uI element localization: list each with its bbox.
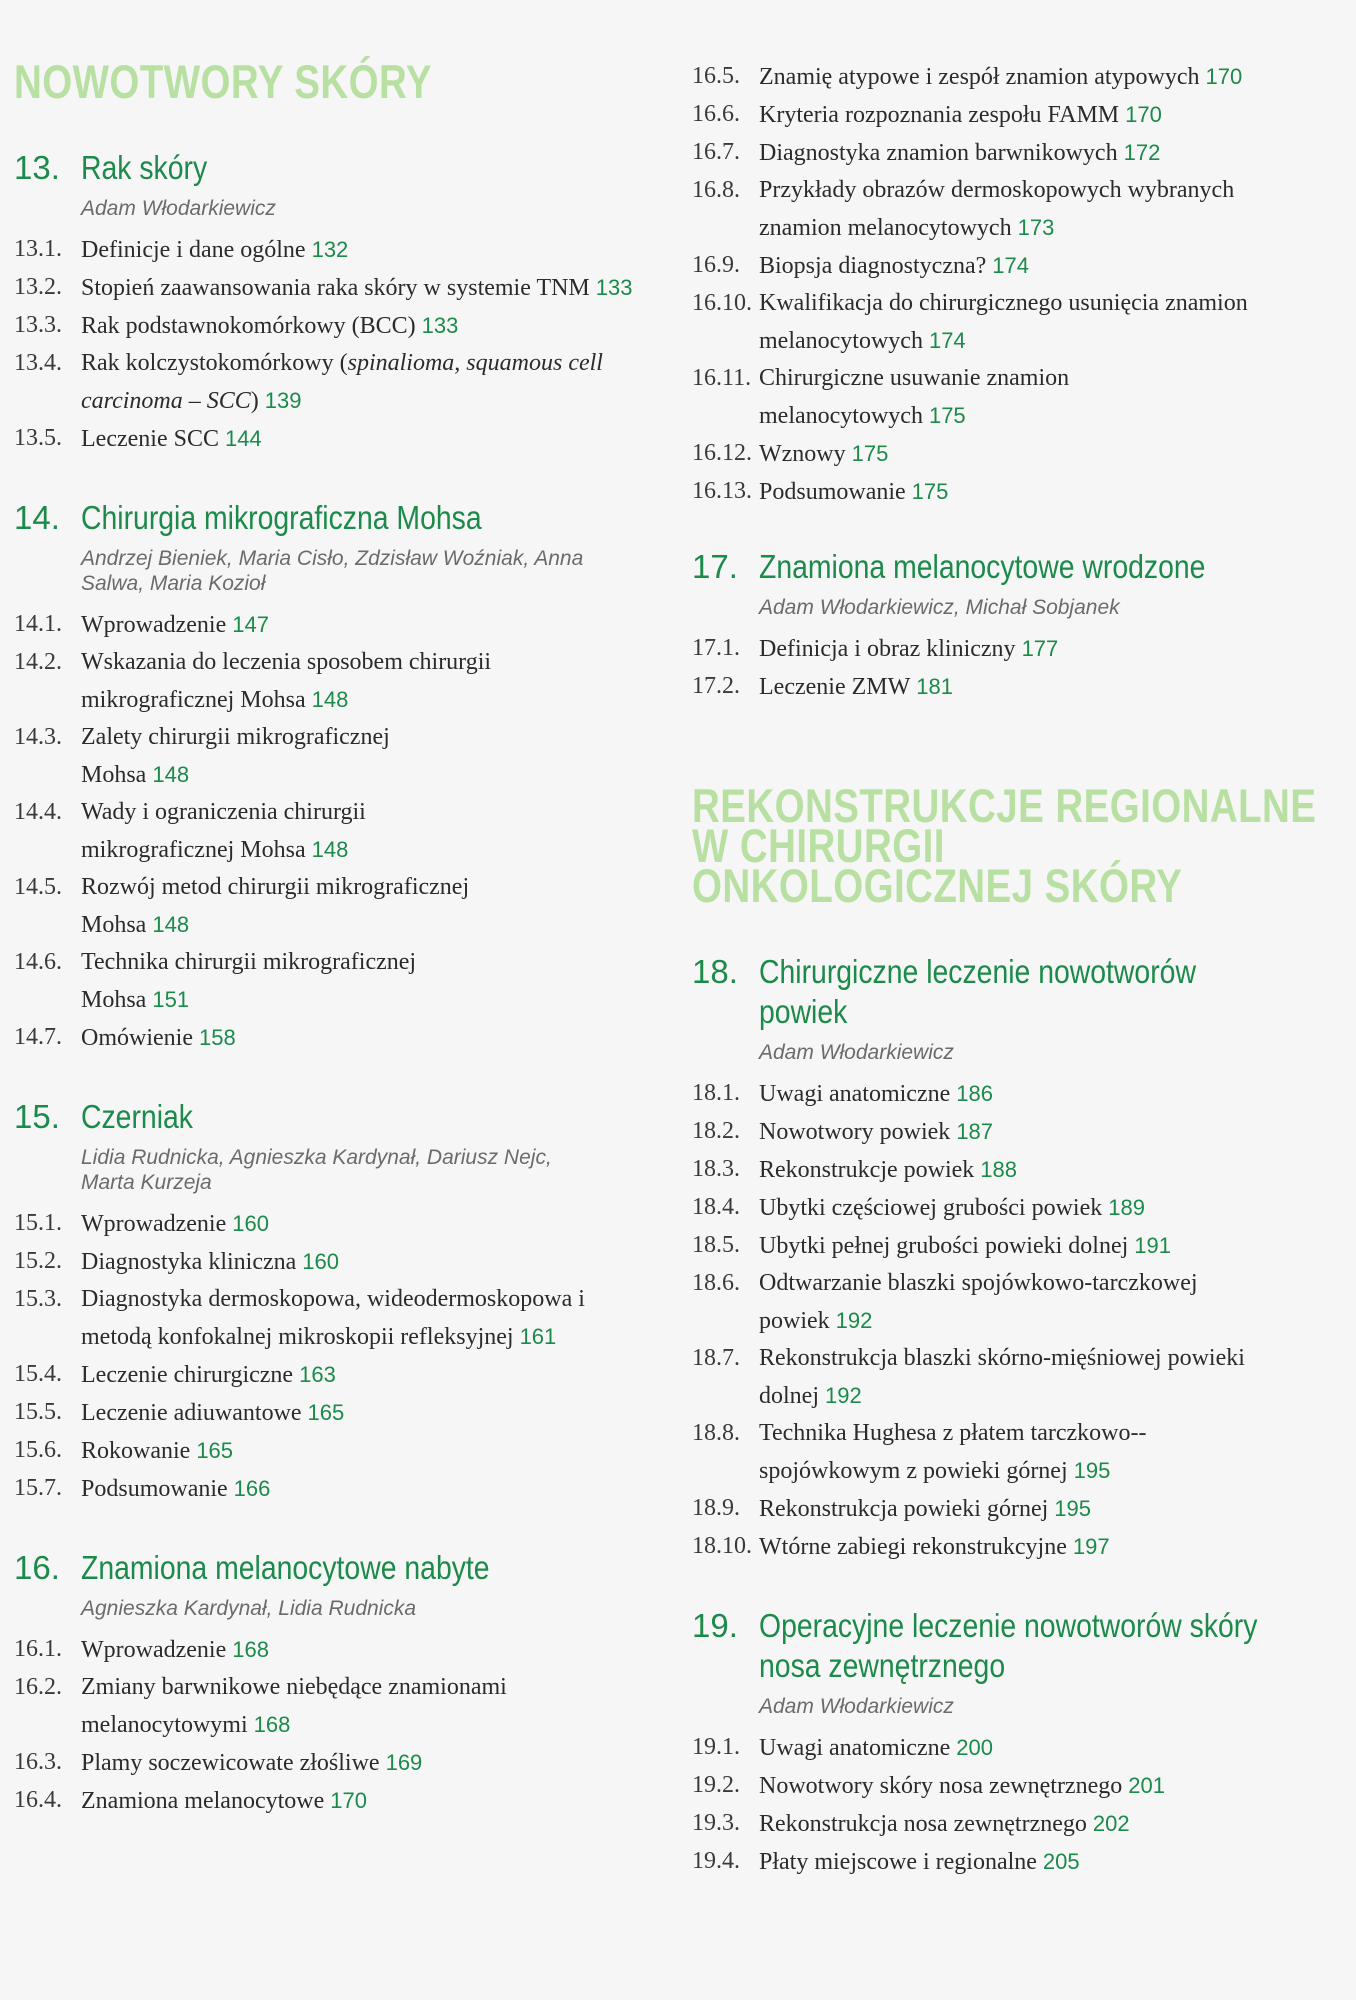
toc-entry[interactable] [14,1205,644,1243]
chapter-number: 14. [14,499,60,536]
entry-title: Nowotwory powiek [759,1119,951,1145]
entry-title: Definicje i dane ogólne [81,237,306,263]
chapter-title: Chirurgiczne leczenie nowotworów powiek [759,953,1196,1030]
entry-number: 13.2. [14,274,62,300]
toc-entry[interactable] [14,944,644,1019]
chapter-number: 17. [692,548,738,585]
chapter-title: Chirurgia mikrograficzna Mohsa [81,499,482,536]
entry-title: Chirurgiczne usuwanie znamion melanocytowych [759,365,1070,429]
entry-number: 14.3. [14,724,62,750]
entry-page: 133 [595,275,633,300]
entry-title: Ubytki pełnej grubości powieki dolnej [759,1233,1129,1259]
toc-entry[interactable] [14,1470,644,1508]
toc-entry[interactable] [14,307,644,345]
entry-page: 139 [264,388,302,413]
entry-title: Rak kolczystokomórkowy ( [81,350,348,376]
toc-entry[interactable] [692,630,1342,668]
toc-entry[interactable] [14,794,644,869]
entry-number: 14.6. [14,949,62,975]
entry-title: Wskazania do leczenia sposobem chirurgii mikrograficznej Mohsa [81,649,492,713]
toc-entry[interactable] [692,285,1342,360]
entry-title: Rekonstrukcja nosa zewnętrznego [759,1811,1087,1837]
entry-page: 201 [1128,1773,1165,1798]
chapter-title: Operacyjne leczenie nowotworów skóry nosa zewnętrznego [759,1607,1258,1684]
toc-entry[interactable] [14,1394,644,1432]
entry-page: 200 [956,1735,993,1760]
entry-page: 166 [233,1476,271,1501]
section-title-block [692,779,1342,912]
toc-entry[interactable] [14,1669,644,1744]
toc-entry[interactable] [14,1432,644,1470]
entry-number: 16.11. [692,365,752,391]
entry-title: Definicja i obraz kliniczny [759,636,1016,662]
toc-entry[interactable] [14,269,644,307]
toc-entry[interactable] [692,1490,1342,1528]
entry-title: Płaty miejscowe i regionalne [759,1849,1037,1875]
entry-page: 170 [1125,102,1162,127]
entry-number: 19.4. [692,1848,740,1874]
entry-title: Zmiany barwnikowe niebędące znamionami melanocytowymi [81,1674,507,1738]
entry-number: 15.6. [14,1437,62,1463]
toc-entry[interactable] [14,719,644,794]
toc-entry[interactable] [692,172,1342,247]
entry-page: 169 [385,1750,423,1775]
toc-entry[interactable] [14,1782,644,1820]
entry-page: 197 [1072,1534,1110,1559]
chapter-number: 18. [692,953,738,990]
entry-page: 172 [1123,140,1161,165]
entry-number: 13.3. [14,312,62,338]
toc-entry[interactable] [692,1805,1342,1843]
entry-number: 18.7. [692,1345,740,1371]
chapter-heading[interactable] [14,1097,644,1137]
entry-title: Leczenie chirurgiczne [81,1362,294,1388]
entry-number: 16.10. [692,290,752,316]
entry-page: 158 [198,1025,236,1050]
entry-number: 18.2. [692,1118,740,1144]
entry-number: 18.9. [692,1495,740,1521]
entry-number: 16.6. [692,101,740,127]
entry-title: Rekonstrukcje powiek [759,1157,975,1183]
chapter-authors: Adam Włodarkiewicz [759,1695,954,1718]
chapter-authors: Agnieszka Kardynał, Lidia Rudnicka [81,1597,417,1620]
toc-entry[interactable] [692,1189,1342,1227]
toc-entry[interactable] [14,1744,644,1782]
entry-number: 14.7. [14,1024,62,1050]
entry-number: 14.5. [14,874,62,900]
entry-number: 17.1. [692,635,740,661]
entry-page: 186 [956,1081,993,1106]
section-title-line: REKONSTRUKCJE REGIONALNE [692,779,1317,832]
entry-number: 19.1. [692,1734,740,1760]
entry-number: 18.3. [692,1156,740,1182]
entry-title: Wady i ograniczenia chirurgii mikrograficznej Mohsa [81,799,366,863]
entry-title: Leczenie SCC [81,426,219,452]
chapter-heading[interactable] [692,547,1342,587]
entry-title: Wprowadzenie [81,612,227,638]
entry-title: Technika Hughesa z płatem tarczkowo--spojówkowym z powieki górnej [759,1420,1147,1484]
section-title-line: W CHIRURGII [692,819,945,872]
left-column [14,0,644,1820]
toc-entry[interactable] [14,606,644,644]
entry-number: 16.3. [14,1749,62,1775]
chapter-authors: Adam Włodarkiewicz [759,1041,954,1064]
toc-entry[interactable] [692,1227,1342,1265]
toc-entry[interactable] [692,1843,1342,1881]
chapter-title: Czerniak [81,1098,193,1135]
entry-number: 15.4. [14,1361,62,1387]
entry-page: 191 [1134,1233,1171,1258]
chapter-title: Znamiona melanocytowe nabyte [81,1549,490,1586]
entry-title: Wtórne zabiegi rekonstrukcyjne [759,1534,1067,1560]
entry-number: 16.9. [692,252,740,278]
entry-number: 16.8. [692,177,740,203]
entry-title: Rozwój metod chirurgii mikrograficznej Mohsa [81,874,470,938]
chapter-heading[interactable] [692,1606,1342,1686]
entry-title: Stopień zaawansowania raka skóry w systemie TNM [81,275,590,301]
entry-title: Wprowadzenie [81,1637,227,1663]
chapter-13 [14,148,644,458]
entry-page: 132 [311,237,349,262]
chapter-number: 15. [14,1098,60,1135]
chapter-18 [692,952,1342,1566]
entry-number: 19.2. [692,1772,740,1798]
entry-page: 170 [1205,64,1243,89]
entry-title: Rokowanie [81,1438,191,1464]
toc-entry[interactable] [692,435,1342,473]
toc-entry[interactable] [14,1019,644,1057]
entry-page: 168 [232,1637,269,1662]
entry-title: Rak podstawnokomórkowy (BCC) [81,313,416,339]
toc-entry[interactable] [692,1415,1342,1490]
entry-page: 175 [911,479,949,504]
entry-page: 133 [421,313,459,338]
entry-page: 174 [992,253,1029,278]
chapter-16 [14,1548,644,1820]
entry-title: Wprowadzenie [81,1211,227,1237]
entry-number: 15.2. [14,1248,62,1274]
entry-number: 15.1. [14,1210,62,1236]
entry-page: 170 [330,1788,367,1813]
entry-page: 173 [1017,215,1055,240]
chapter-authors: Adam Włodarkiewicz, Michał Sobjanek [759,596,1120,619]
chapter-16-continued [692,58,1342,511]
entry-page: 195 [1073,1458,1111,1483]
entry-number: 13.5. [14,425,62,451]
chapter-authors: Lidia Rudnicka, Agnieszka Kardynał, Dariusz Nejc, Marta Kurzeja [81,1146,552,1194]
chapter-15 [14,1097,644,1508]
entry-title: Leczenie ZMW [759,674,911,700]
entry-page: 148 [311,687,349,712]
entry-title: Wznowy [759,441,846,467]
toc-entry[interactable] [14,420,644,458]
entry-page: 175 [851,441,889,466]
entry-page: 165 [307,1400,345,1425]
toc-entry[interactable] [692,1767,1342,1805]
toc-entry[interactable] [14,869,644,944]
entry-title: Kryteria rozpoznania zespołu FAMM [759,102,1120,128]
toc-entry[interactable] [692,1151,1342,1189]
entry-page: 163 [299,1362,336,1387]
chapter-heading[interactable] [14,148,644,188]
chapter-number: 13. [14,149,60,186]
entry-title: Biopsja diagnostyczna? [759,253,987,279]
entry-page: 165 [196,1438,234,1463]
toc-entry[interactable] [692,360,1342,435]
toc-entry[interactable] [14,231,644,269]
entry-number: 14.2. [14,649,62,675]
entry-page: 148 [152,762,190,787]
entry-title-italic: spinalioma, squamous cell carcinoma – SCC [81,350,603,414]
entry-number: 13.1. [14,236,62,262]
section-title: NOWOTWORY SKÓRY [14,55,432,108]
toc-entry[interactable] [692,58,1342,96]
chapter-title: Znamiona melanocytowe wrodzone [759,548,1206,585]
toc-entry[interactable] [692,1528,1342,1566]
entry-page: 188 [980,1157,1018,1182]
entry-number: 18.1. [692,1080,740,1106]
entry-page: 175 [928,403,966,428]
entry-page: 148 [311,837,349,862]
toc-entry[interactable] [14,1281,644,1356]
entry-page: 195 [1054,1496,1091,1521]
entry-page: 189 [1108,1195,1145,1220]
right-column [692,0,1342,1881]
section-title-line: ONKOLOGICZNEJ SKÓRY [692,859,1183,912]
entry-page: 202 [1092,1811,1130,1836]
entry-number: 16.4. [14,1787,62,1813]
chapter-19 [692,1606,1342,1881]
entry-title: Znamię atypowe i zespół znamion atypowych [759,64,1200,90]
toc-entry[interactable] [14,1631,644,1669]
entry-page: 148 [152,912,190,937]
entry-title: Plamy soczewicowate złośliwe [81,1750,380,1776]
chapter-14 [14,498,644,1057]
toc-entry[interactable] [692,1265,1342,1340]
entry-title: Ubytki częściowej grubości powiek [759,1195,1103,1221]
toc-entry[interactable] [692,134,1342,172]
entry-page: 161 [519,1324,557,1349]
entry-number: 13.4. [14,350,62,376]
toc-entry[interactable] [692,668,1342,706]
entry-number: 19.3. [692,1810,740,1836]
toc-entry[interactable] [692,473,1342,511]
entry-title: Uwagi anatomiczne [759,1735,951,1761]
entry-page: 174 [928,328,966,353]
toc-entry[interactable] [692,1075,1342,1113]
entry-title: Omówienie [81,1025,193,1051]
toc-entry[interactable] [14,1356,644,1394]
entry-title: Zalety chirurgii mikrograficznej Mohsa [81,724,390,788]
entry-page: 205 [1042,1849,1080,1874]
entry-number: 14.4. [14,799,62,825]
entry-title: Podsumowanie [759,479,906,505]
entry-page: 160 [302,1249,339,1274]
entry-number: 16.1. [14,1636,62,1662]
entry-title: Rekonstrukcja powieki górnej [759,1496,1049,1522]
entry-title: Diagnostyka kliniczna [81,1249,297,1275]
entry-title: Diagnostyka dermoskopowa, wideodermoskopowa i metodą konfokalnej mikroskopii refleksyjnej [81,1286,585,1350]
entry-page: 192 [835,1308,873,1333]
entry-title: Technika chirurgii mikrograficznej Mohsa [81,949,417,1013]
entry-title: Kwalifikacja do chirurgicznego usunięcia znamion melanocytowych [759,290,1248,354]
entry-title: Leczenie adiuwantowe [81,1400,302,1426]
entry-number: 18.10. [692,1533,752,1559]
entry-number: 16.12. [692,440,752,466]
entry-title: Przykłady obrazów dermoskopowych wybranych znamion melanocytowych [759,177,1235,241]
toc-entry[interactable] [692,1729,1342,1767]
toc-entry[interactable] [692,96,1342,134]
entry-page: 168 [253,1712,291,1737]
entry-page: 177 [1021,636,1059,661]
entry-number: 17.2. [692,673,740,699]
entry-number: 18.4. [692,1194,740,1220]
chapter-number: 19. [692,1607,738,1644]
toc-entry[interactable] [14,644,644,719]
entry-number: 18.6. [692,1270,740,1296]
entry-title: Rekonstrukcja blaszki skórno-mięśniowej powieki dolnej [759,1345,1245,1409]
entry-title: Diagnostyka znamion barwnikowych [759,140,1118,166]
entry-page: 181 [916,674,953,699]
entry-page: 192 [825,1383,862,1408]
entry-number: 16.2. [14,1674,62,1700]
entry-number: 15.7. [14,1475,62,1501]
entry-page: 147 [232,612,269,637]
toc-entry[interactable] [14,345,644,420]
toc-entry[interactable] [692,247,1342,285]
chapter-17 [692,547,1342,706]
entry-page: 160 [232,1211,269,1236]
entry-number: 15.3. [14,1286,62,1312]
entry-title: Nowotwory skóry nosa zewnętrznego [759,1773,1123,1799]
chapter-heading[interactable] [14,1548,644,1588]
toc-entry[interactable] [692,1340,1342,1415]
chapter-number: 16. [14,1549,60,1586]
chapter-heading[interactable] [14,498,644,538]
chapter-authors: Andrzej Bieniek, Maria Cisło, Zdzisław Woźniak, Anna Salwa, Maria Kozioł [81,547,584,595]
chapter-title: Rak skóry [81,149,208,186]
chapter-heading[interactable] [692,952,1342,1032]
entry-number: 16.5. [692,63,740,89]
entry-title: Podsumowanie [81,1476,228,1502]
entry-number: 14.1. [14,611,62,637]
entry-number: 18.5. [692,1232,740,1258]
chapter-authors: Adam Włodarkiewicz [81,197,276,220]
entry-page: 144 [224,426,262,451]
toc-entry[interactable] [692,1113,1342,1151]
entry-number: 16.7. [692,139,740,165]
entry-number: 15.5. [14,1399,62,1425]
entry-page: 151 [152,987,190,1012]
entry-title-suffix: ) [250,388,259,414]
entry-number: 18.8. [692,1420,740,1446]
entry-title: Odtwarzanie blaszki spojówkowo-tarczkowej powiek [759,1270,1198,1334]
entry-page: 187 [956,1119,994,1144]
entry-title: Uwagi anatomiczne [759,1081,951,1107]
toc-entry[interactable] [14,1243,644,1281]
entry-title: Znamiona melanocytowe [81,1788,325,1814]
entry-number: 16.13. [692,478,752,504]
